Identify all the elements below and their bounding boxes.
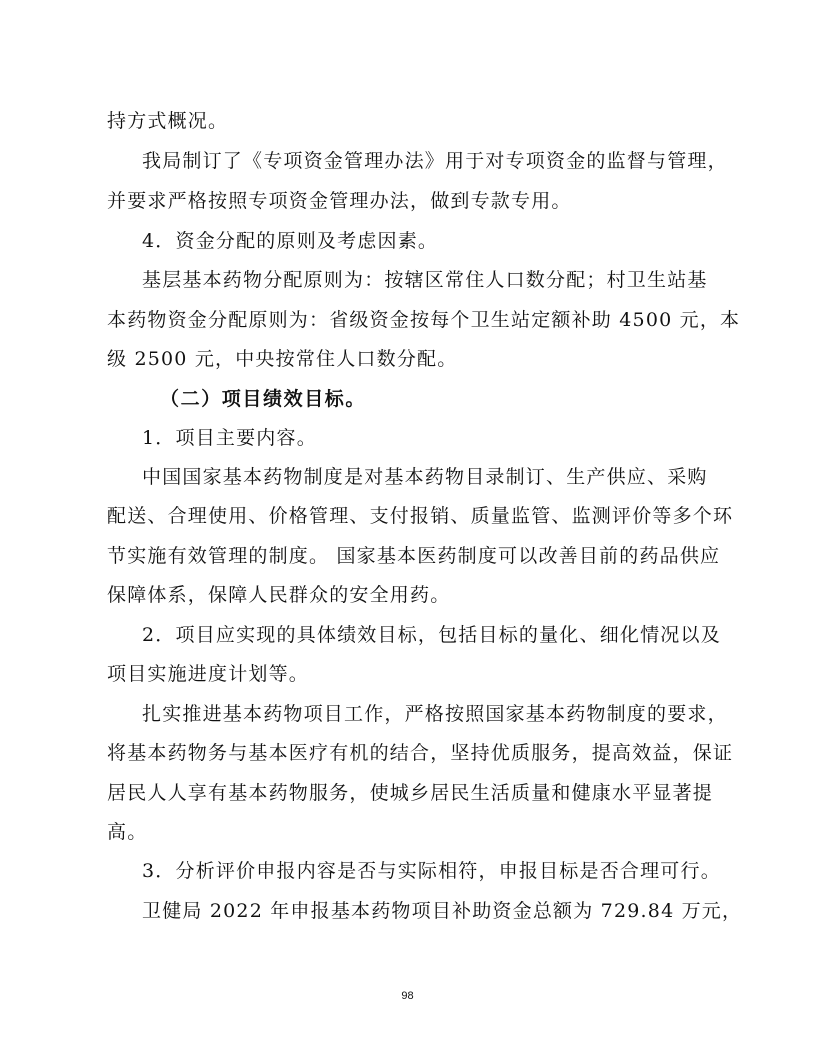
- paragraph-line: 卫健局 2022 年申报基本药物项目补助资金总额为 729.84 万元，: [142, 900, 743, 922]
- paragraph-line: 高。: [107, 821, 148, 843]
- section-heading: 1．项目主要内容。: [142, 427, 317, 449]
- section-heading: 3．分析评价申报内容是否与实际相符，申报目标是否合理可行。: [142, 860, 721, 882]
- page-number: 98: [401, 990, 414, 1002]
- section-heading: 2．项目应实现的具体绩效目标，包括目标的量化、细化情况以及: [142, 624, 721, 646]
- paragraph-line: 配送、合理使用、价格管理、支付报销、质量监管、监测评价等多个环: [107, 505, 734, 527]
- paragraph-line: 项目实施进度计划等。: [107, 663, 310, 685]
- paragraph-line: 节实施有效管理的制度。 国家基本医药制度可以改善目前的药品供应: [107, 545, 721, 567]
- paragraph-line: 基层基本药物分配原则为：按辖区常住人口数分配；村卫生站基: [142, 269, 708, 291]
- paragraph-line: 将基本药物务与基本医疗有机的结合，坚持优质服务，提高效益，保证: [107, 742, 734, 764]
- paragraph-line: 持方式概况。: [107, 110, 229, 132]
- section-title: （二）项目绩效目标。: [160, 388, 367, 410]
- paragraph-line: 本药物资金分配原则为：省级资金按每个卫生站定额补助 4500 元，本: [107, 309, 741, 331]
- section-heading: 4．资金分配的原则及考虑因素。: [142, 230, 439, 252]
- paragraph-line: 中国国家基本药物制度是对基本药物目录制订、生产供应、采购: [142, 466, 708, 488]
- paragraph-line: 扎实推进基本药物项目工作，严格按照国家基本药物制度的要求，: [142, 703, 728, 725]
- paragraph-line: 保障体系，保障人民群众的安全用药。: [107, 584, 451, 606]
- paragraph-line: 级 2500 元，中央按常住人口数分配。: [107, 348, 458, 370]
- paragraph-line: 我局制订了《专项资金管理办法》用于对专项资金的监督与管理，: [142, 150, 728, 172]
- paragraph-line: 居民人人享有基本药物服务，使城乡居民生活质量和健康水平显著提: [107, 782, 714, 804]
- paragraph-line: 并要求严格按照专项资金管理办法，做到专款专用。: [107, 190, 572, 212]
